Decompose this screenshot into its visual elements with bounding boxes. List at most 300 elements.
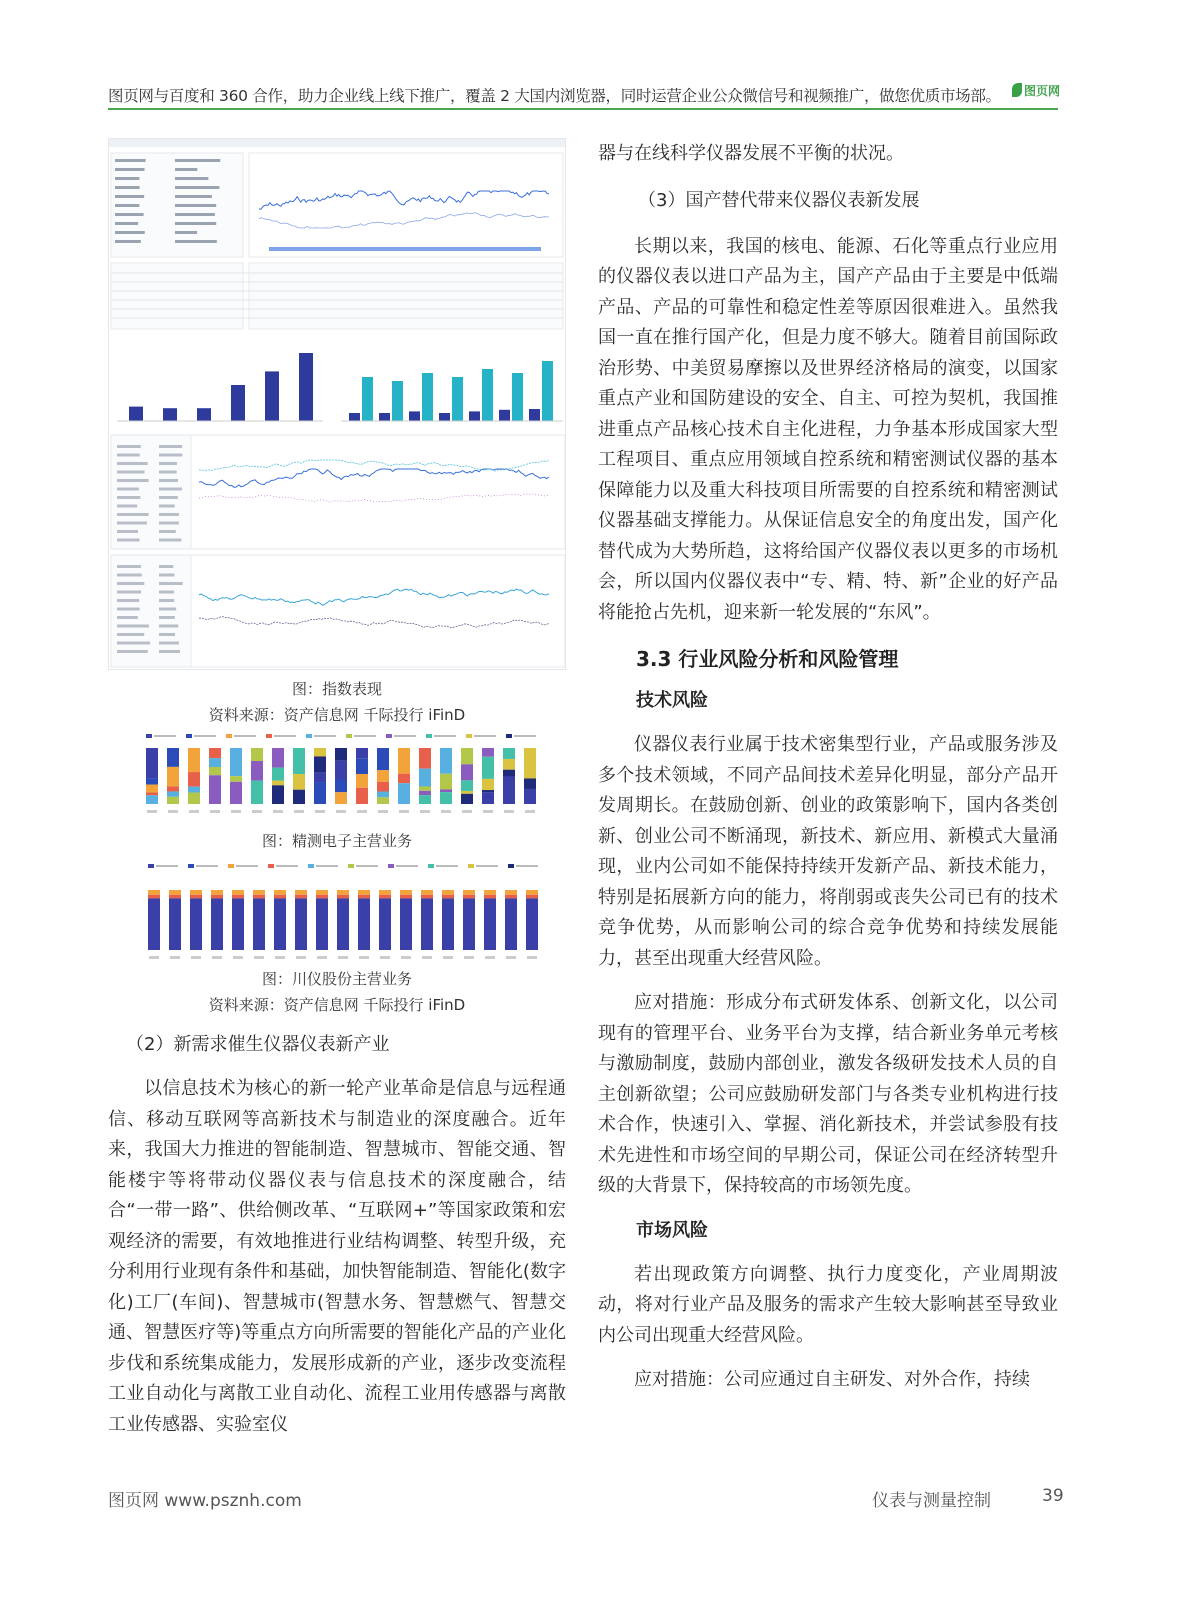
- stacked-segment: [526, 898, 538, 950]
- stacked-segment: [482, 790, 494, 792]
- tick-label: [275, 956, 285, 959]
- legend-label: [316, 865, 338, 867]
- header-logo-text: 图页网: [1024, 84, 1061, 98]
- tick-label: [357, 810, 367, 813]
- stacked-segment: [169, 890, 181, 895]
- bar: [512, 373, 523, 421]
- stacked-segment: [484, 895, 496, 899]
- panel-value: [159, 530, 176, 533]
- dashboard-key: [115, 168, 145, 171]
- stacked-segment: [461, 791, 473, 794]
- legend-label: [194, 735, 216, 737]
- stacked-segment: [356, 759, 368, 774]
- stacked-segment: [503, 759, 515, 770]
- stacked-segment: [293, 790, 305, 804]
- bar: [299, 353, 313, 421]
- legend-swatch: [268, 864, 274, 868]
- stacked-segment: [230, 782, 242, 804]
- stacked-segment: [419, 769, 431, 787]
- stacked-segment: [484, 890, 496, 895]
- stacked-segment: [146, 795, 158, 804]
- stacked-segment: [314, 782, 326, 804]
- stacked-segment: [335, 779, 347, 792]
- legend-swatch: [146, 734, 152, 738]
- stacked-segment: [211, 895, 223, 899]
- dashboard-value: [175, 186, 219, 189]
- subheading-new-demand: （2）新需求催生仪器仪表新产业: [126, 1034, 390, 1055]
- stacked-segment: [440, 748, 452, 774]
- stacked-segment: [167, 748, 179, 767]
- stacked-segment: [146, 778, 158, 784]
- tick-label: [359, 956, 369, 959]
- tick-label: [525, 810, 535, 813]
- stacked-segment: [421, 890, 433, 895]
- stacked-segment: [463, 895, 475, 899]
- figure1-caption: 图：指数表现: [291, 680, 382, 698]
- stacked-segment: [400, 890, 412, 895]
- panel-key: [117, 616, 138, 619]
- stacked-segment: [440, 792, 452, 804]
- panel-key: [117, 633, 144, 636]
- tick-label: [464, 956, 474, 959]
- stacked-segment: [419, 748, 431, 769]
- bar: [129, 407, 143, 421]
- panel-key: [117, 471, 145, 474]
- legend-label: [196, 865, 218, 867]
- dashboard-value: [175, 177, 208, 180]
- tick-label: [189, 810, 199, 813]
- stacked-segment: [398, 774, 410, 784]
- stacked-segment: [314, 748, 326, 756]
- bar: [379, 413, 390, 421]
- stacked-segment: [230, 776, 242, 782]
- panel-value: [159, 445, 182, 448]
- tick-label: [338, 956, 348, 959]
- panel-key: [117, 608, 140, 611]
- tick-label: [149, 956, 159, 959]
- tick-label: [254, 956, 264, 959]
- panel-key: [117, 445, 141, 448]
- legend-label: [274, 735, 296, 737]
- tick-label: [527, 956, 537, 959]
- panel-value: [159, 574, 174, 577]
- footer-journal: 仪表与测量控制: [872, 1491, 991, 1511]
- stacked-segment: [253, 895, 265, 899]
- stacked-segment: [316, 895, 328, 899]
- stacked-segment: [293, 748, 305, 774]
- right-column: [598, 138, 1058, 1396]
- panel-value: [159, 591, 174, 594]
- bar: [265, 371, 279, 421]
- stacked-segment: [421, 895, 433, 899]
- panel-key: [117, 591, 141, 594]
- tick-label: [296, 956, 306, 959]
- stacked-segment: [209, 775, 221, 804]
- panel-value: [159, 513, 179, 516]
- stacked-segment: [463, 898, 475, 950]
- legend-swatch: [428, 864, 434, 868]
- tick-label: [233, 956, 243, 959]
- stacked-segment: [146, 793, 158, 796]
- legend-swatch: [426, 734, 432, 738]
- stacked-segment: [253, 898, 265, 950]
- stacked-segment: [232, 895, 244, 899]
- paragraph-tech-measures: 应对措施：形成分布式研发体系、创新文化，以公司现有的管理平台、业务平台为支撑，结合新业务单元考核与激励制度，鼓励内部创业，激发各级研发技术人员的自主创新欲望；公司应鼓励研发部门与各类专业机构进行技术合作，快速引入、掌握、消化新技术，并尝试参股有技术先进性和市场空间的早期公司，保证公司在经济转型升级的大背景下，保持较高的市场领先度。: [598, 992, 1058, 1196]
- stacked-segment: [356, 748, 368, 759]
- stacked-segment: [190, 895, 202, 899]
- stacked-segment: [377, 748, 389, 770]
- stacked-segment: [398, 748, 410, 774]
- stacked-segment: [148, 898, 160, 950]
- stacked-segment: [358, 898, 370, 950]
- legend-label: [476, 865, 498, 867]
- stacked-segment: [190, 890, 202, 895]
- dashboard-value: [175, 159, 220, 162]
- legend-label: [516, 865, 538, 867]
- stacked-segment: [337, 898, 349, 950]
- stacked-segment: [377, 797, 389, 804]
- stacked-segment: [442, 890, 454, 895]
- jingce-stacked-bars: [116, 732, 558, 828]
- stacked-segment: [440, 789, 452, 792]
- tick-label: [315, 810, 325, 813]
- panel-key: [117, 462, 148, 465]
- tick-label: [231, 810, 241, 813]
- stacked-segment: [463, 890, 475, 895]
- panel-value: [159, 496, 178, 499]
- panel-value: [159, 582, 183, 585]
- legend-swatch: [466, 734, 472, 738]
- stacked-segment: [358, 890, 370, 895]
- panel-value: [159, 650, 180, 653]
- panel-value: [159, 479, 178, 482]
- panel-value: [159, 616, 175, 619]
- header-divider: [108, 108, 1058, 110]
- dashboard-key: [115, 231, 145, 234]
- panel-key: [117, 496, 140, 499]
- legend-swatch: [468, 864, 474, 868]
- stacked-segment: [358, 895, 370, 899]
- tick-label: [380, 956, 390, 959]
- dashboard-key: [115, 177, 139, 180]
- stacked-segment: [356, 788, 368, 804]
- stacked-segment: [442, 898, 454, 950]
- paragraph-market-risk: 若出现政策方向调整、执行力度变化，产业周期波动，将对行业产品及服务的需求产生较大影响甚至导致业内公司出现重大经营风险。: [598, 1263, 1058, 1346]
- panel-value: [159, 599, 174, 602]
- panel-value: [159, 565, 173, 568]
- paragraph-new-demand: 以信息技术为核心的新一轮产业革命是信息与远程通信、移动互联网等高新技术与制造业的深度融合。近年来，我国大力推进的智能制造、智慧城市、智能交通、智能楼宇等将带动仪器仪表与信息技术的深度融合，结合“一带一路”、供给侧改革、“互联网+”等国家政策和宏观经济的需要，有效地推进行业结构调整、转型升级，充分利用行业现有条件和基础，加快智能制造、智能化(数字化)工厂(车间)、智慧城市(智慧水务、智慧燃气、智慧交通、智慧医疗等)等重点方向所需要的智能化产品的产业化步伐和系统集成能力，发展形成新的产业，逐步改变流程工业自动化与离散工业自动化、流程工业用传感器与离散工业传感器、实验室仪: [108, 1078, 566, 1435]
- stacked-segment: [377, 770, 389, 782]
- panel-key: [117, 454, 140, 457]
- stacked-segment: [188, 772, 200, 787]
- dashboard-value: [175, 204, 216, 207]
- stacked-segment: [377, 782, 389, 792]
- bar: [439, 413, 450, 421]
- stacked-segment: [209, 748, 221, 758]
- page-number: 39: [1042, 1486, 1064, 1506]
- tick-label: [252, 810, 262, 813]
- legend-swatch: [348, 864, 354, 868]
- legend-label: [474, 735, 496, 737]
- tick-label: [485, 956, 495, 959]
- dashboard-value: [175, 240, 217, 243]
- stacked-segment: [272, 781, 284, 786]
- bar: [409, 411, 420, 421]
- chuanyi-stacked-bars: [108, 862, 566, 966]
- stacked-segment: [419, 795, 431, 804]
- legend-label: [236, 865, 258, 867]
- bar: [362, 377, 373, 421]
- footer-site: 图页网 www.psznh.com: [108, 1491, 302, 1511]
- panel-key: [117, 539, 140, 542]
- stacked-segment: [232, 890, 244, 895]
- stacked-segment: [503, 748, 515, 759]
- bar: [392, 381, 403, 421]
- stacked-segment: [167, 767, 179, 787]
- dashboard-key: [115, 159, 146, 162]
- stacked-segment: [377, 791, 389, 797]
- stacked-segment: [505, 890, 517, 895]
- stacked-segment: [169, 898, 181, 950]
- paragraph-market-measures: 应对措施：公司应通过自主研发、对外合作，持续: [634, 1369, 1030, 1390]
- legend-label: [356, 865, 378, 867]
- stacked-segment: [316, 890, 328, 895]
- stacked-segment: [211, 898, 223, 950]
- panel-value: [159, 462, 177, 465]
- tick-label: [506, 956, 516, 959]
- stacked-segment: [146, 785, 158, 793]
- stacked-segment: [188, 787, 200, 793]
- stacked-segment: [293, 774, 305, 790]
- panel-key: [117, 642, 150, 645]
- tick-label: [441, 810, 451, 813]
- legend-swatch: [308, 864, 314, 868]
- header-banner: 图页网与百度和 360 合作，助力企业线上线下推广，覆盖 2 大国内浏览器，同时运营企业公众微信号和视频推广，做您优质市场部。: [108, 87, 1001, 105]
- legend-swatch: [506, 734, 512, 738]
- left-column: [108, 138, 566, 1440]
- tick-label: [191, 956, 201, 959]
- bar: [542, 361, 553, 421]
- stacked-segment: [337, 895, 349, 899]
- stacked-segment: [400, 898, 412, 950]
- bar: [499, 410, 510, 421]
- stacked-segment: [484, 898, 496, 950]
- stacked-segment: [379, 890, 391, 895]
- figure3-caption: 图：川仪股份主营业务: [261, 970, 412, 988]
- stacked-segment: [335, 748, 347, 761]
- panel-key: [117, 530, 138, 533]
- tick-label: [378, 810, 388, 813]
- tick-label: [210, 810, 220, 813]
- bar: [231, 385, 245, 421]
- stacked-segment: [251, 781, 263, 804]
- stacked-segment: [274, 895, 286, 899]
- tick-label: [443, 956, 453, 959]
- dashboard-key: [115, 213, 144, 216]
- section-heading-risk: 3.3 行业风险分析和风险管理: [636, 647, 899, 671]
- stacked-segment: [524, 778, 536, 788]
- tick-label: [168, 810, 178, 813]
- stacked-segment: [482, 748, 494, 757]
- stacked-segment: [505, 898, 517, 950]
- panel-value: [159, 471, 177, 474]
- legend-label: [514, 735, 536, 737]
- legend-swatch: [386, 734, 392, 738]
- panel-value: [159, 642, 179, 645]
- stacked-segment: [461, 780, 473, 791]
- stacked-segment: [461, 794, 473, 804]
- tick-label: [422, 956, 432, 959]
- legend-swatch: [266, 734, 272, 738]
- stacked-segment: [274, 890, 286, 895]
- panel-key: [117, 565, 141, 568]
- panel-value: [159, 625, 178, 628]
- legend-swatch: [148, 864, 154, 868]
- stacked-segment: [272, 785, 284, 804]
- stacked-segment: [419, 786, 431, 790]
- figure1-source: 资料来源：资产信息网 千际投行 iFinD: [208, 706, 466, 724]
- stacked-segment: [503, 776, 515, 804]
- dashboard-value: [175, 168, 197, 171]
- stacked-segment: [335, 761, 347, 780]
- panel-value: [159, 633, 175, 636]
- stacked-segment: [356, 774, 368, 788]
- stacked-segment: [461, 764, 473, 780]
- tick-label: [317, 956, 327, 959]
- stacked-segment: [188, 793, 200, 804]
- dashboard-key: [115, 204, 139, 207]
- panel-value: [159, 608, 176, 611]
- legend-label: [354, 735, 376, 737]
- legend-swatch: [346, 734, 352, 738]
- stacked-segment: [482, 792, 494, 804]
- panel-key: [117, 574, 142, 577]
- stacked-segment: [211, 890, 223, 895]
- stacked-segment: [167, 787, 179, 792]
- stacked-segment: [253, 890, 265, 895]
- stacked-segment: [167, 797, 179, 804]
- stacked-segment: [482, 757, 494, 779]
- stacked-segment: [148, 895, 160, 899]
- stacked-segment: [335, 792, 347, 804]
- stacked-segment: [379, 898, 391, 950]
- stacked-segment: [295, 895, 307, 899]
- legend-label: [154, 735, 176, 737]
- paragraph-domestic-substitution: 长期以来，我国的核电、能源、石化等重点行业应用的仪器仪表以进口产品为主，国产产品由于主要是中低端产品、产品的可靠性和稳定性差等原因很难进入。虽然我国一直在推行国产化，但是力度不够大。随着目前国际政治形势、中美贸易摩擦以及世界经济格局的演变，以国家重点产业和国防建设的安全、自主、可控为契机，我国推进重点产品核心技术自主化进程，力争基本形成国家大型工程项目、重点应用领域自控系统和精密测试仪器的基本保障能力以及重大科技项目所需要的自控系统和精密测试仪器基础支撑能力。从保证信息安全的角度出发，国产化替代成为大势所趋，这将给国产仪器仪表以更多的市场机会，所以国内仪器仪表中“专、精、特、新”企业的好产品将能抢占先机，迎来新一轮发展的“东风”。: [598, 235, 1058, 623]
- legend-swatch: [306, 734, 312, 738]
- stacked-segment: [274, 898, 286, 950]
- legend-swatch: [508, 864, 514, 868]
- stacked-segment: [421, 898, 433, 950]
- stacked-segment: [440, 774, 452, 790]
- stacked-segment: [400, 895, 412, 899]
- legend-label: [314, 735, 336, 737]
- bar: [163, 408, 177, 421]
- panel-key: [117, 479, 149, 482]
- legend-label: [234, 735, 256, 737]
- legend-label: [276, 865, 298, 867]
- figure3-source: 资料来源：资产信息网 千际投行 iFinD: [208, 996, 466, 1014]
- bar: [422, 373, 433, 421]
- dashboard-key: [115, 186, 140, 189]
- stacked-segment: [251, 761, 263, 781]
- stacked-segment: [148, 890, 160, 895]
- stacked-segment: [295, 898, 307, 950]
- panel-key: [117, 625, 149, 628]
- tick-label: [401, 956, 411, 959]
- tick-label: [147, 810, 157, 813]
- panel-key: [117, 650, 148, 653]
- legend-label: [394, 735, 416, 737]
- tick-label: [399, 810, 409, 813]
- tick-label: [212, 956, 222, 959]
- stacked-segment: [442, 895, 454, 899]
- leaf-icon: [1012, 83, 1022, 97]
- panel-key: [117, 582, 144, 585]
- subheading-domestic-substitution: （3）国产替代带来仪器仪表新发展: [638, 189, 920, 211]
- stacked-segment: [272, 748, 284, 768]
- chuanyi-business-figure: [108, 862, 566, 966]
- bar: [529, 409, 540, 421]
- panel-key: [117, 513, 149, 516]
- stacked-segment: [526, 895, 538, 899]
- stacked-segment: [419, 791, 431, 795]
- stacked-segment: [379, 895, 391, 899]
- stacked-segment: [190, 898, 202, 950]
- stacked-segment: [167, 791, 179, 796]
- bar: [349, 413, 360, 421]
- stacked-segment: [169, 895, 181, 899]
- stacked-segment: [188, 748, 200, 772]
- stacked-segment: [209, 767, 221, 775]
- dashboard-value: [175, 195, 212, 198]
- legend-label: [434, 735, 456, 737]
- stacked-segment: [524, 789, 536, 804]
- legend-swatch: [388, 864, 394, 868]
- stacked-segment: [316, 898, 328, 950]
- panel-value: [159, 539, 181, 542]
- legend-swatch: [188, 864, 194, 868]
- stacked-segment: [398, 783, 410, 804]
- panel-value: [159, 454, 182, 457]
- stacked-segment: [314, 756, 326, 772]
- stacked-segment: [505, 895, 517, 899]
- panel-value: [159, 522, 179, 525]
- bar: [197, 408, 211, 421]
- panel-key: [117, 599, 139, 602]
- tick-label: [336, 810, 346, 813]
- header-logo: [1012, 82, 1060, 99]
- legend-label: [156, 865, 178, 867]
- tick-label: [420, 810, 430, 813]
- legend-swatch: [186, 734, 192, 738]
- stacked-segment: [314, 773, 326, 782]
- bar: [452, 377, 463, 421]
- index-dashboard-graphic: [109, 139, 565, 669]
- stacked-segment: [230, 748, 242, 776]
- tick-label: [294, 810, 304, 813]
- tick-label: [483, 810, 493, 813]
- panel-value: [159, 488, 182, 491]
- legend-swatch: [228, 864, 234, 868]
- stacked-segment: [524, 748, 536, 778]
- stacked-segment: [251, 748, 263, 761]
- stacked-segment: [146, 748, 158, 778]
- stacked-segment: [503, 770, 515, 777]
- panel-key: [117, 505, 137, 508]
- dashboard-key: [115, 195, 144, 198]
- dashboard-key: [115, 240, 141, 243]
